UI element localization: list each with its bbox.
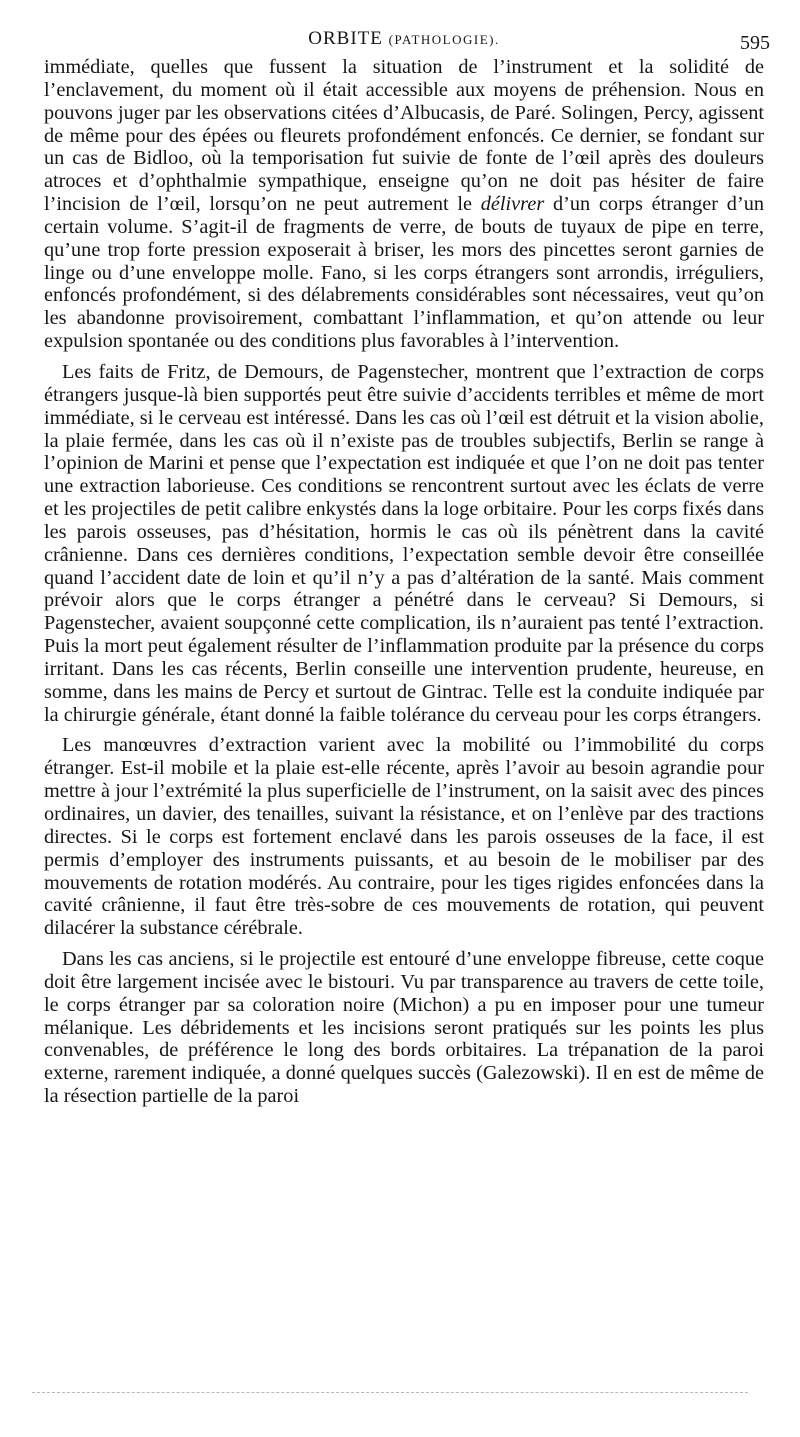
paragraph-1 (44, 56, 764, 353)
running-title (44, 28, 764, 50)
running-header (44, 18, 770, 56)
body-text (44, 56, 764, 1108)
paragraph-2: Les faits de Fritz, de Demours, de Pagenstecher, montrent que l’extraction de corps étrangers jusque-là bien supportés peut être suivie d’accidents terribles et même de mort immédiate, si le cerveau est intéressé. Dans les cas où l’œil est détruit et la vision abolie, la plaie fermée, dans les cas où il n’existe pas de troubles subjectifs, Berlin se range à l’opinion de Marini et pense que l’expectation est indiquée et que l’on ne doit pas tenter une extraction laborieuse. Ces conditions se rencontrent surtout avec les éclats de verre et les projectiles de petit calibre enkystés dans la loge orbitaire. Pour les corps fixés dans les parois osseuses, pas d’hésitation, hormis le cas où ils pénètrent dans la cavité crânienne. Dans ces dernières conditions, l’expectation semble devoir être conseillée quand l’accident date de loin et qu’il n’y a pas d’altération de la santé. Mais comment prévoir alors que le corps étranger a pénétré dans le cerveau? Si Demours, si Pagenstecher, avaient soupçonné cette complication, ils n’auraient pas tenté l’extraction. Puis la mort peut également résulter de l’inflammation produite par la présence du corps irritant. Dans les cas récents, Berlin conseille une intervention prudente, heureuse, en somme, dans les mains de Percy et surtout de Gintrac. Telle est la conduite indiquée par la chirurgie générale, étant donné la faible tolérance du cerveau pour les corps étrangers. (44, 360, 764, 726)
paragraph-1-emphasis: délivrer (480, 193, 545, 216)
page-number: 595 (740, 32, 770, 54)
book-page (44, 18, 770, 1108)
paragraph-1-before: immédiate, quelles que fussent la situation de l’instrument et la solidité de l’enclavement, du moment où il était accessible aux moyens de préhension. Nous en pouvons juger par les observations citées d’Albucasis, de Paré. Solingen, Percy, agissent de même pour des épées ou fleurets profondément enfoncés. Ce dernier, se fondant sur un cas de Bidloo, où la temporisation fut suivie de fonte de l’œil après des douleurs atroces et d’ophthalmie sympathique, enseigne qu’on ne doit pas hésiter de faire l’incision de l’œil, lorsqu’on ne peut autrement le (44, 56, 764, 216)
header-subtitle: (PATHOLOGIE). (388, 32, 500, 47)
header-title: ORBITE (308, 28, 383, 49)
paragraph-4: Dans les cas anciens, si le projectile est entouré d’une enveloppe fibreuse, cette coque doit être largement incisée avec le bistouri. Vu par transparence au travers de cette toile, le corps étranger par sa coloration noire (Michon) a pu en imposer pour une tumeur mélanique. Les débridements et les incisions seront pratiqués sur les points les plus convenables, de préférence le long des bords orbitaires. La trépanation de la paroi externe, rarement indiquée, a donné quelques succès (Galezowski). Il en est de même de la résection partielle de la paroi (44, 948, 764, 1108)
paragraph-1-after: d’un corps étranger d’un certain volume. S’agit-il de fragments de verre, de bouts de tuyaux de pipe en terre, qu’une trop forte pression exposerait à briser, les mors des pincettes seront garnies de linge ou d’une enveloppe molle. Fano, si les corps étrangers sont arrondis, irréguliers, enfoncés profondément, si des délabrements considérables sont nécessaires, veut qu’on les abandonne provisoirement, combattant l’inflammation, et qu’on attende ou leur expulsion spontanée ou des conditions plus favorables à l’intervention. (44, 193, 764, 353)
paragraph-3: Les manœuvres d’extraction varient avec la mobilité ou l’immobilité du corps étranger. Est-il mobile et la plaie est-elle récente, après l’avoir au besoin agrandie pour mettre à jour l’extrémité la plus superficielle de l’instrument, on la saisit avec des pinces ordinaires, un davier, des tenailles, suivant la résistance, et on l’enlève par des tractions directes. Si le corps est fortement enclavé dans les parois osseuses de la face, il est permis d’employer des instruments puissants, et au besoin de le mobiliser par des mouvements de rotation modérés. Au contraire, pour les tiges rigides enfoncées dans la cavité crânienne, il faut être très-sobre de ces mouvements de rotation, qui peuvent dilacérer la substance cérébrale. (44, 734, 764, 940)
footer-rule (32, 1392, 748, 1393)
